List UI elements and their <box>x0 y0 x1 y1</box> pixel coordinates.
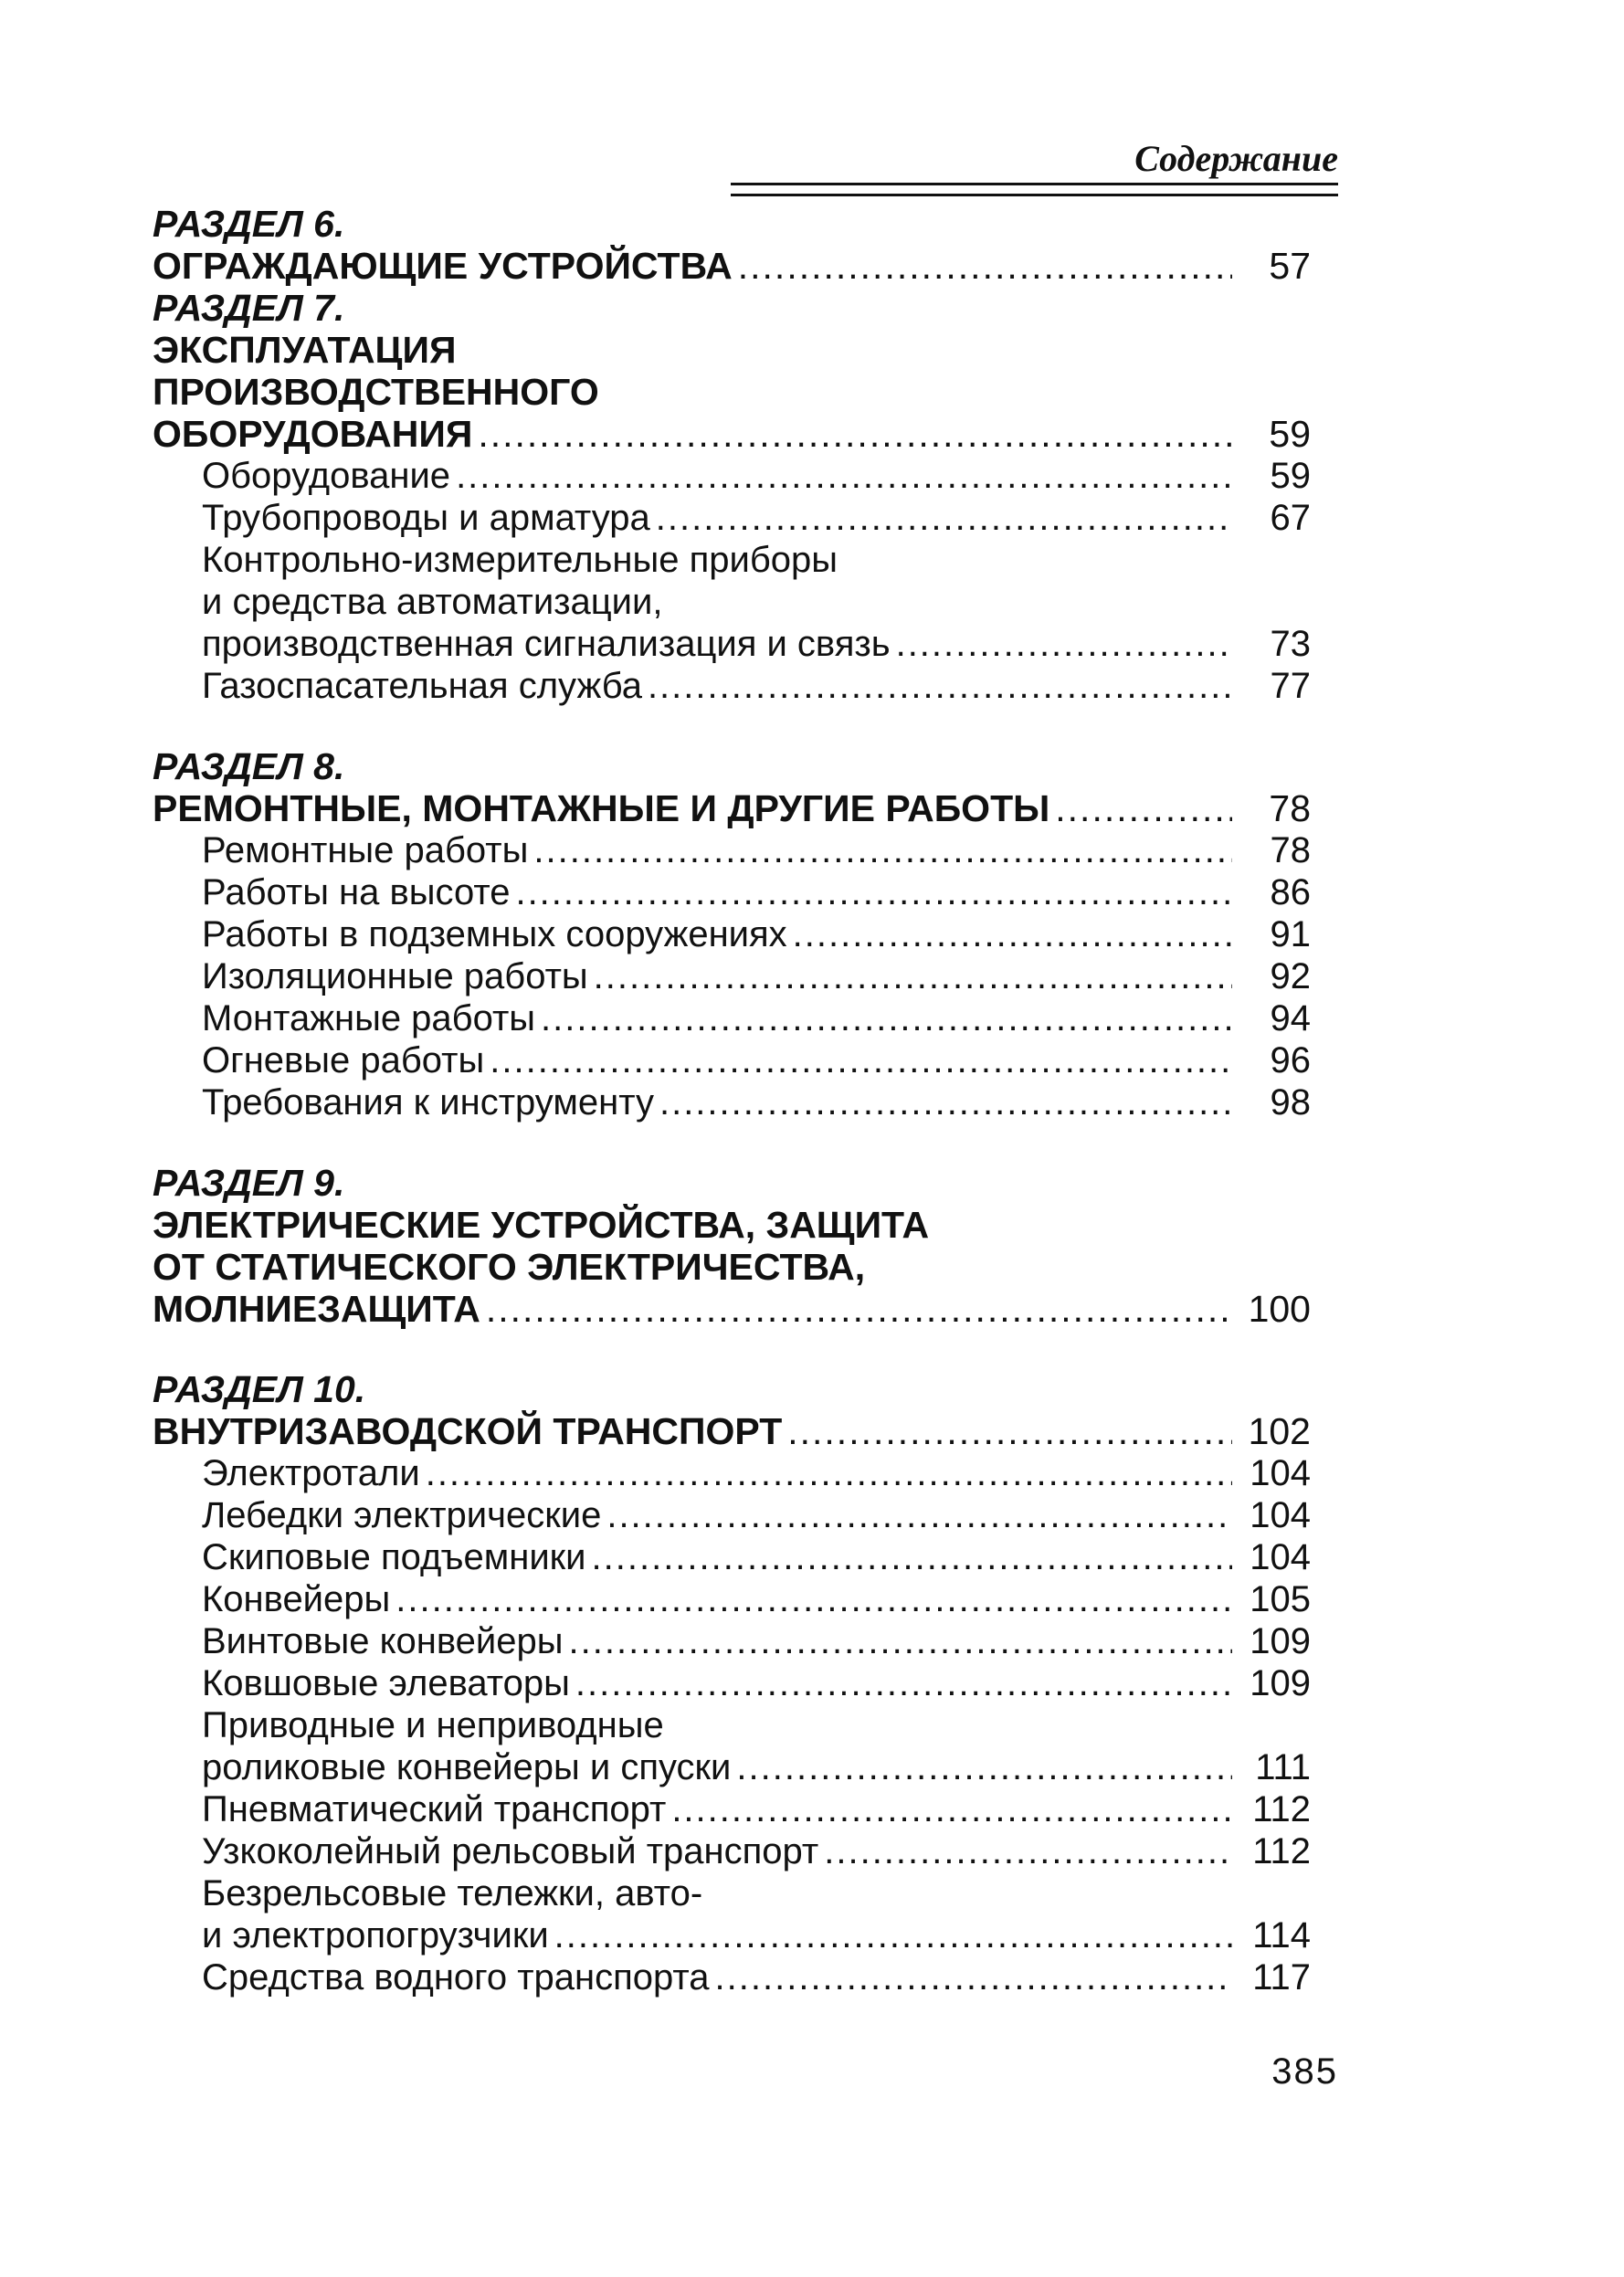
toc-entry[interactable] <box>153 1288 1311 1330</box>
leader-dots <box>486 1288 1232 1330</box>
entry-title: Огневые работы <box>202 1040 485 1081</box>
leader-dots <box>606 1494 1232 1536</box>
section-gap <box>153 707 1311 745</box>
page-ref: 57 <box>1269 245 1311 287</box>
entry-title: Ремонтные работы <box>202 830 529 870</box>
entry-title: Газоспасательная служба <box>202 666 642 706</box>
toc-entry[interactable] <box>153 1452 1311 1494</box>
entry-title: Оборудование <box>202 456 451 496</box>
section-6-label: РАЗДЕЛ 6. <box>153 203 345 245</box>
leader-dots <box>896 623 1232 665</box>
page-ref: 112 <box>1252 1831 1311 1871</box>
page-ref: 111 <box>1255 1747 1311 1787</box>
section-9-title-line-2: ОТ СТАТИЧЕСКОГО ЭЛЕКТРИЧЕСТВА, <box>153 1246 866 1288</box>
section-gap <box>153 1330 1311 1368</box>
page-ref: 117 <box>1252 1957 1311 1998</box>
toc-entry[interactable] <box>153 455 1311 497</box>
page-ref: 67 <box>1270 498 1311 538</box>
section-9-title-line-1: ЭЛЕКТРИЧЕСКИЕ УСТРОЙСТВА, ЗАЩИТА <box>153 1204 930 1246</box>
entry-title: производственная сигнализация и связь <box>202 624 891 664</box>
leader-dots <box>787 1410 1232 1452</box>
section-8-label: РАЗДЕЛ 8. <box>153 745 345 787</box>
section-7-title-line-2: ПРОИЗВОДСТВЕННОГО <box>153 371 599 413</box>
page-ref: 59 <box>1269 413 1311 455</box>
entry-title: роликовые конвейеры и спуски <box>202 1747 732 1787</box>
entry-title: Изоляционные работы <box>202 956 588 996</box>
toc-entry[interactable] <box>153 1039 1311 1081</box>
header-rule-top <box>731 183 1338 185</box>
leader-dots <box>824 1830 1232 1872</box>
leader-dots <box>395 1578 1232 1620</box>
section-9-title-line-3: МОЛНИЕЗАЩИТА <box>153 1288 480 1330</box>
toc-entry[interactable] <box>153 1746 1311 1788</box>
toc-entry[interactable] <box>153 1536 1311 1578</box>
section-7-title-line-3: ОБОРУДОВАНИЯ <box>153 413 473 455</box>
leader-dots <box>515 871 1232 913</box>
leader-dots <box>426 1452 1232 1494</box>
page-ref: 91 <box>1270 914 1311 954</box>
section-gap <box>153 1123 1311 1162</box>
toc-entry[interactable] <box>153 829 1311 871</box>
toc-entry[interactable] <box>153 1662 1311 1704</box>
leader-dots <box>738 245 1232 287</box>
entry-title: Ковшовые элеваторы <box>202 1663 570 1703</box>
entry-title: Работы в подземных сооружениях <box>202 914 787 954</box>
running-head: Содержание <box>1134 138 1338 179</box>
page-ref: 114 <box>1252 1915 1311 1955</box>
section-8-title: РЕМОНТНЫЕ, МОНТАЖНЫЕ И ДРУГИЕ РАБОТЫ <box>153 787 1050 829</box>
page-ref: 77 <box>1270 666 1311 706</box>
entry-title: Приводные и неприводные <box>202 1705 664 1745</box>
section-label <box>153 1368 1311 1410</box>
page-ref: 78 <box>1270 830 1311 870</box>
toc-entry[interactable] <box>153 497 1311 539</box>
entry-title: Лебедки электрические <box>202 1495 602 1535</box>
toc-entry[interactable] <box>153 1788 1311 1830</box>
page-ref: 102 <box>1248 1410 1311 1452</box>
leader-dots <box>575 1662 1232 1704</box>
entry-title: и средства автоматизации, <box>202 582 663 622</box>
entry-title-line <box>153 1872 1311 1914</box>
toc-entry[interactable] <box>153 623 1311 665</box>
page-ref: 112 <box>1252 1789 1311 1829</box>
page-ref: 109 <box>1250 1621 1311 1661</box>
entry-title-line <box>153 539 1311 581</box>
section-6-title: ОГРАЖДАЮЩИЕ УСТРОЙСТВА <box>153 245 733 287</box>
leader-dots <box>533 829 1232 871</box>
section-label <box>153 745 1311 787</box>
toc-entry[interactable] <box>153 245 1311 287</box>
section-label <box>153 203 1311 245</box>
leader-dots <box>554 1914 1232 1956</box>
entry-title: Электротали <box>202 1453 420 1493</box>
section-title-line <box>153 1246 1311 1288</box>
entry-title: Контрольно-измерительные приборы <box>202 540 838 580</box>
section-label <box>153 287 1311 329</box>
entry-title: Безрельсовые тележки, авто- <box>202 1873 703 1913</box>
leader-dots <box>456 455 1232 497</box>
entry-title: Пневматический транспорт <box>202 1789 667 1829</box>
toc-entry[interactable] <box>153 1830 1311 1872</box>
leader-dots <box>541 997 1232 1039</box>
leader-dots <box>793 913 1232 955</box>
page-ref: 100 <box>1248 1288 1311 1330</box>
leader-dots <box>592 1536 1232 1578</box>
page-ref: 86 <box>1270 872 1311 912</box>
leader-dots <box>715 1956 1232 1998</box>
toc-entry[interactable] <box>153 1956 1311 1998</box>
page-ref: 78 <box>1269 787 1311 829</box>
entry-title: Требования к инструменту <box>202 1082 654 1123</box>
page-ref: 98 <box>1270 1082 1311 1123</box>
entry-title: Трубопроводы и арматура <box>202 498 650 538</box>
toc-entry[interactable] <box>153 913 1311 955</box>
header-rule-bottom <box>731 194 1338 196</box>
leader-dots <box>648 665 1232 707</box>
table-of-contents <box>153 203 1311 1998</box>
entry-title: Средства водного транспорта <box>202 1957 710 1998</box>
toc-entry[interactable] <box>153 413 1311 455</box>
toc-entry[interactable] <box>153 1494 1311 1536</box>
page-ref: 109 <box>1250 1663 1311 1703</box>
entry-title: Работы на высоте <box>202 872 511 912</box>
entry-title: Конвейеры <box>202 1579 391 1619</box>
section-10-title: ВНУТРИЗАВОДСКОЙ ТРАНСПОРТ <box>153 1410 783 1452</box>
section-10-label: РАЗДЕЛ 10. <box>153 1368 366 1410</box>
page-ref: 94 <box>1270 998 1311 1038</box>
entry-title: Винтовые конвейеры <box>202 1621 564 1661</box>
page-ref: 104 <box>1250 1537 1311 1577</box>
entry-title: Скиповые подъемники <box>202 1537 586 1577</box>
section-title-line <box>153 371 1311 413</box>
page-ref: 73 <box>1270 624 1311 664</box>
toc-entry[interactable] <box>153 1410 1311 1452</box>
section-label <box>153 1162 1311 1204</box>
section-title-line <box>153 329 1311 371</box>
entry-title: Монтажные работы <box>202 998 536 1038</box>
page-ref: 59 <box>1270 456 1311 496</box>
leader-dots <box>1055 787 1232 829</box>
toc-entry[interactable] <box>153 871 1311 913</box>
toc-entry[interactable] <box>153 787 1311 829</box>
leader-dots <box>569 1620 1232 1662</box>
leader-dots <box>594 955 1232 997</box>
page-ref: 104 <box>1250 1495 1311 1535</box>
entry-title-line <box>153 1704 1311 1746</box>
toc-entry[interactable] <box>153 1578 1311 1620</box>
section-7-label: РАЗДЕЛ 7. <box>153 287 345 329</box>
entry-title-line <box>153 581 1311 623</box>
toc-entry[interactable] <box>153 955 1311 997</box>
toc-entry[interactable] <box>153 1081 1311 1123</box>
page-ref: 96 <box>1270 1040 1311 1081</box>
leader-dots <box>478 413 1232 455</box>
page-ref: 104 <box>1250 1453 1311 1493</box>
page-number: 385 <box>1271 2051 1338 2092</box>
entry-title: и электропогрузчики <box>202 1915 549 1955</box>
section-title-line <box>153 1204 1311 1246</box>
page-ref: 92 <box>1270 956 1311 996</box>
section-9-label: РАЗДЕЛ 9. <box>153 1162 345 1204</box>
leader-dots <box>490 1039 1232 1081</box>
leader-dots <box>736 1746 1232 1788</box>
page-ref: 105 <box>1250 1579 1311 1619</box>
toc-entry[interactable] <box>153 997 1311 1039</box>
leader-dots <box>671 1788 1232 1830</box>
toc-entry[interactable] <box>153 1914 1311 1956</box>
toc-entry[interactable] <box>153 1620 1311 1662</box>
section-7-title-line-1: ЭКСПЛУАТАЦИЯ <box>153 329 457 371</box>
toc-entry[interactable] <box>153 665 1311 707</box>
leader-dots <box>656 497 1232 539</box>
entry-title: Узкоколейный рельсовый транспорт <box>202 1831 819 1871</box>
leader-dots <box>659 1081 1232 1123</box>
